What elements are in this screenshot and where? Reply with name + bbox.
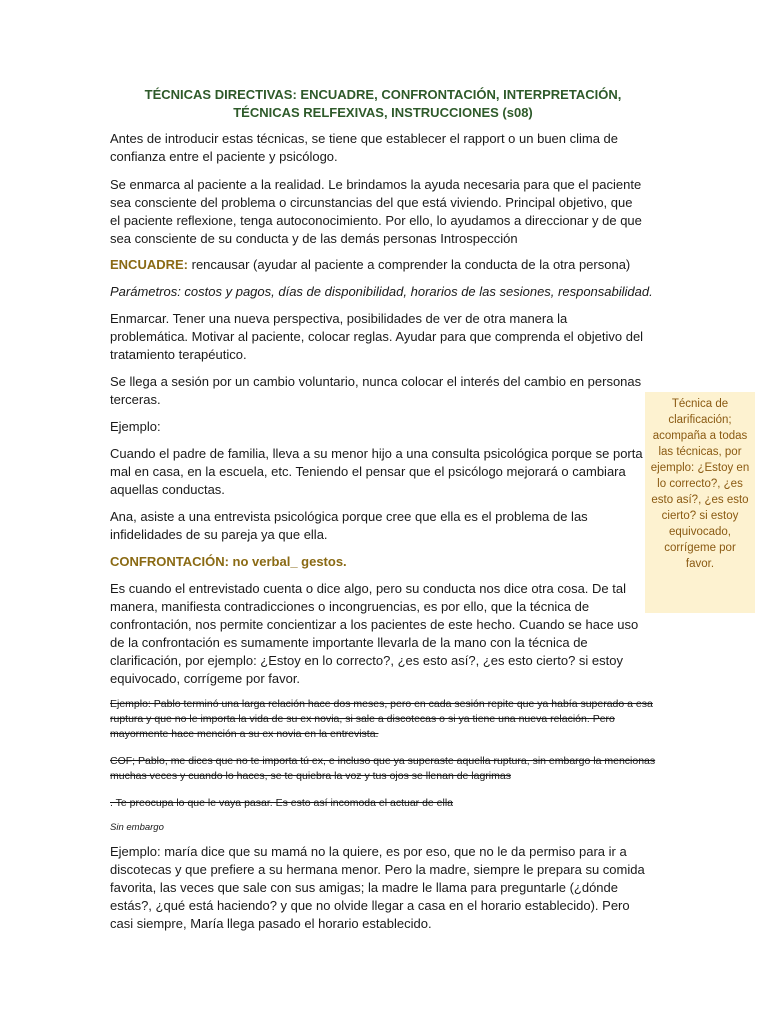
struck-example-pablo: Ejemplo: Pablo terminó una larga relación hace dos meses, pero en cada sesión repite que ya había superado a esa ruptura y que no le importa la vida de su ex novia, si sale a discotecas o si ya tiene una nueva relación. Pero mayormente hace mención a su ex novia en la entrevista. [110, 698, 653, 740]
paragraph-parametros: Parámetros: costos y pagos, días de disponibilidad, horarios de las sesiones, responsabilidad. [110, 284, 653, 299]
sin-embargo-note: Sin embargo [110, 822, 164, 833]
paragraph-confrontacion: Es cuando el entrevistado cuenta o dice algo, pero su conducta nos dice otra cosa. De tal manera, manifiesta contradicciones o incongruencias, es por ello, que la técnica de confrontación, nos permite concientizar a los pacientes de este hecho. Cuando se hace uso de la confrontación es sumamente importante llevarla de la mano con la técnica de clarificación, por ejemplo: ¿Estoy en lo correcto?, ¿es esto así?, ¿es esto cierto? si estoy equivocado, corrígeme por favor. [110, 581, 639, 686]
paragraph-maria: Ejemplo: maría dice que su mamá no la quiere, es por eso, que no le da permiso para ir a discotecas y que prefiere a su hermana menor. Pero la madre, siempre le prepara su comida favorita, las veces que sale con sus amigas; la madre le llama para preguntarle (¿dónde estás?, ¿qué está haciendo? y que no olvide llegar a casa en el horario establecido). Pero casi siempre, María llega pasado el horario establecido. [110, 844, 645, 931]
struck-preocupa-line: . Te preocupa lo que le vaya pasar. Es esto así incomoda el actuar de ella [110, 797, 454, 809]
paragraph-sesion: Se llega a sesión por un cambio voluntario, nunca colocar el interés del cambio en personas terceras. [110, 374, 642, 407]
paragraph-padre: Cuando el padre de familia, lleva a su menor hijo a una consulta psicológica porque se porta mal en casa, en la escuela, etc. Teniendo el pensar que el psicólogo mejorará o cambiara aquellas conductas. [110, 446, 643, 497]
paragraph-encuadre [110, 256, 658, 274]
confrontacion-heading: CONFRONTACIÓN: no verbal_ gestos. [110, 554, 347, 569]
margin-comment: Técnica de clarificación; acompaña a todas las técnicas, por ejemplo: ¿Estoy en lo correcto?, ¿es esto así?, ¿es esto cierto? si estoy equivocado, corrígeme por favor. [645, 392, 755, 613]
paragraph-ejemplo-label: Ejemplo: [110, 419, 161, 434]
paragraph-intro: Antes de introducir estas técnicas, se tiene que establecer el rapport o un buen clima de confianza entre el paciente y psicólogo. [110, 131, 619, 164]
paragraph-enmarcar: Enmarcar. Tener una nueva perspectiva, posibilidades de ver de otra manera la problemática. Motivar al paciente, colocar reglas. Ayudar para que comprenda el objetivo del tratamiento terapéutico. [110, 311, 644, 362]
encuadre-text: rencausar (ayudar al paciente a comprender la conducta de la otra persona) [188, 257, 631, 272]
document-title: TÉCNICAS DIRECTIVAS: ENCUADRE, CONFRONTACIÓN, INTERPRETACIÓN, TÉCNICAS RELFEXIVAS, INSTRUCCIONES (s08) [144, 87, 622, 120]
encuadre-label: ENCUADRE: [110, 257, 188, 272]
paragraph-ana: Ana, asiste a una entrevista psicológica porque cree que ella es el problema de las infidelidades de su pareja ya que ella. [110, 509, 588, 542]
struck-cof-dialogue: COF; Pablo, me dices que no te importa tú ex, e incluso que ya superaste aquella ruptura, sin embargo la mencionas muchas veces y cuando lo haces, se te quiebra la voz y tus ojos se llenan de lagrimas [110, 755, 656, 782]
paragraph-enmarca: Se enmarca al paciente a la realidad. Le brindamos la ayuda necesaria para que el paciente sea consciente del problema o circunstancias del que está viviendo. Principal objetivo, que el paciente reflexione, tenga autoconocimiento. Por ello, lo ayudamos a direccionar y de que sea consciente de su conducta y de las demás personas Introspección [110, 177, 642, 246]
